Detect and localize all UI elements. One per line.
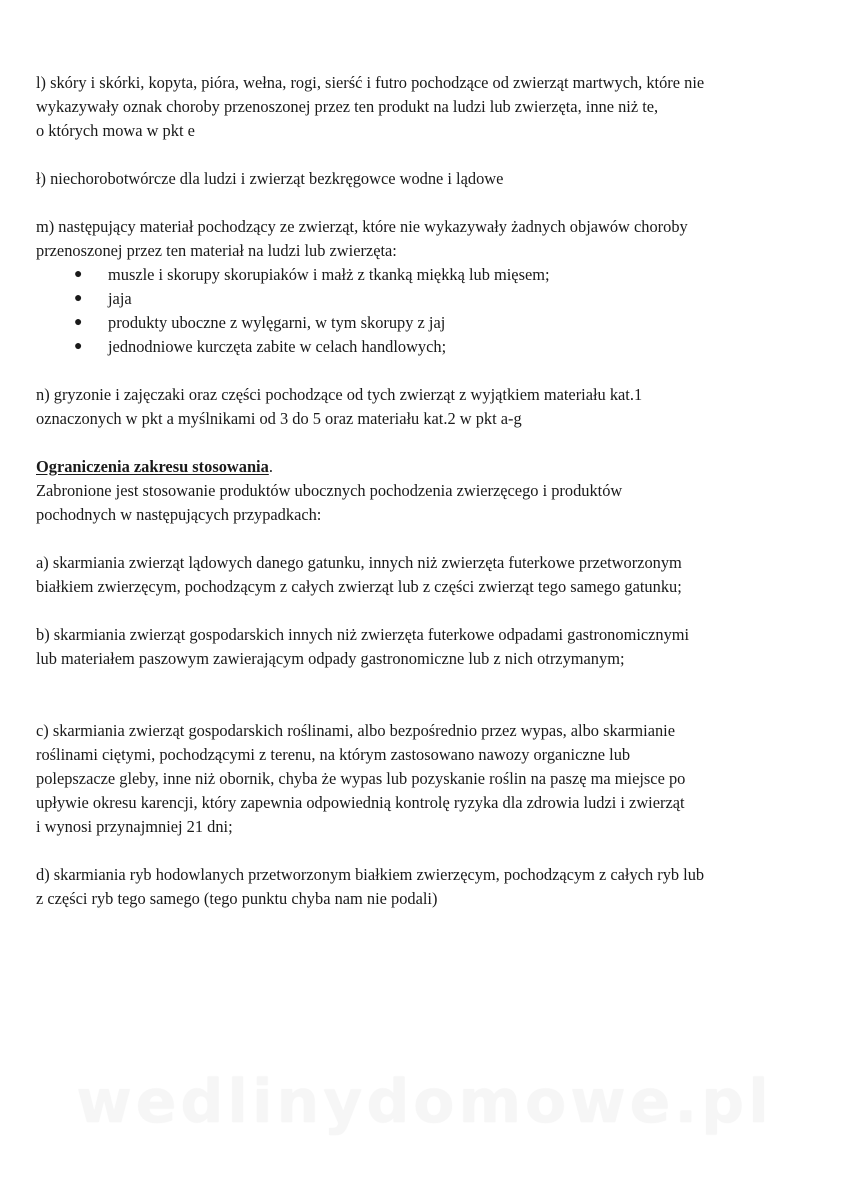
- text-line: n) gryzonie i zajęczaki oraz części pochodzące od tych zwierząt z wyjątkiem materiału kat.1: [36, 385, 643, 404]
- paragraph-m: [36, 215, 826, 263]
- text-line: wykazywały oznak choroby przenoszonej przez ten produkt na ludzi lub zwierzęta, inne niż te,: [36, 97, 659, 116]
- text-line: przenoszonej przez ten materiał na ludzi lub zwierzęta:: [36, 241, 397, 260]
- paragraph-n: [36, 383, 826, 431]
- text-line: i wynosi przynajmniej 21 dni;: [36, 817, 233, 836]
- text-line: l) skóry i skórki, kopyta, pióra, wełna, rogi, sierść i futro pochodzące od zwierząt martwych, które nie: [36, 73, 705, 92]
- list-item: [36, 311, 826, 335]
- document-body: [36, 71, 826, 911]
- paragraph-l-stroke: [36, 167, 826, 191]
- text-line: pochodnych w następujących przypadkach:: [36, 505, 322, 524]
- section-restrictions: [36, 455, 826, 527]
- list-item-text: muszle i skorupy skorupiaków i małż z tkanką miękką lub mięsem;: [108, 265, 550, 284]
- section-heading: [36, 455, 826, 479]
- text-line: c) skarmiania zwierząt gospodarskich roślinami, albo bezpośrednio przez wypas, albo skarmianie: [36, 721, 676, 740]
- text-line: Zabronione jest stosowanie produktów ubocznych pochodzenia zwierzęcego i produktów: [36, 481, 623, 500]
- paragraph-l: [36, 71, 826, 143]
- text-line: m) następujący materiał pochodzący ze zwierząt, które nie wykazywały żadnych objawów choroby: [36, 217, 688, 236]
- paragraph-c: [36, 719, 826, 839]
- bullet-list: [36, 263, 826, 359]
- text-line: ł) niechorobotwórcze dla ludzi i zwierząt bezkręgowce wodne i lądowe: [36, 169, 504, 188]
- text-line: polepszacze gleby, inne niż obornik, chyba że wypas lub pozyskanie roślin na paszę ma miejsce po: [36, 769, 686, 788]
- text-line: upływie okresu karencji, który zapewnia odpowiednią kontrolę ryzyka dla zdrowia ludzi i zwierząt: [36, 793, 685, 812]
- text-line: b) skarmiania zwierząt gospodarskich innych niż zwierzęta futerkowe odpadami gastronomicznymi: [36, 625, 690, 644]
- text-line: lub materiałem paszowym zawierającym odpady gastronomiczne lub z nich otrzymanym;: [36, 649, 625, 668]
- text-line: a) skarmiania zwierząt lądowych danego gatunku, innych niż zwierzęta futerkowe przetworzonym: [36, 553, 682, 572]
- text-line: z części ryb tego samego (tego punktu chyba nam nie podali): [36, 889, 438, 908]
- list-item-text: produkty uboczne z wylęgarni, w tym skorupy z jaj: [108, 313, 446, 332]
- bullet-icon: ●: [74, 315, 83, 330]
- list-item-text: jaja: [108, 289, 132, 308]
- paragraph-b: [36, 623, 826, 671]
- text-line: oznaczonych w pkt a myślnikami od 3 do 5 oraz materiału kat.2 w pkt a-g: [36, 409, 522, 428]
- paragraph-a: [36, 551, 826, 599]
- list-item: [36, 335, 826, 359]
- text-line: o których mowa w pkt e: [36, 121, 195, 140]
- text-line: białkiem zwierzęcym, pochodzącym z całych zwierząt lub z części zwierząt tego samego gatunku;: [36, 577, 682, 596]
- bullet-icon: ●: [74, 339, 83, 354]
- text-line: roślinami ciętymi, pochodzącymi z terenu, na którym zastosowano nawozy organiczne lub: [36, 745, 631, 764]
- paragraph-d: [36, 863, 826, 911]
- list-item: [36, 287, 826, 311]
- text-line: d) skarmiania ryb hodowlanych przetworzonym białkiem zwierzęcym, pochodzącym z całych ryb lub: [36, 865, 705, 884]
- bullet-icon: ●: [74, 291, 83, 306]
- bullet-icon: ●: [74, 267, 83, 282]
- list-item-text: jednodniowe kurczęta zabite w celach handlowych;: [108, 337, 447, 356]
- list-item: [36, 263, 826, 287]
- section-heading-text: Ograniczenia zakresu stosowania: [36, 457, 269, 476]
- section-heading-suffix: .: [268, 457, 273, 476]
- watermark: wedlinydomowe.pl: [76, 1067, 773, 1137]
